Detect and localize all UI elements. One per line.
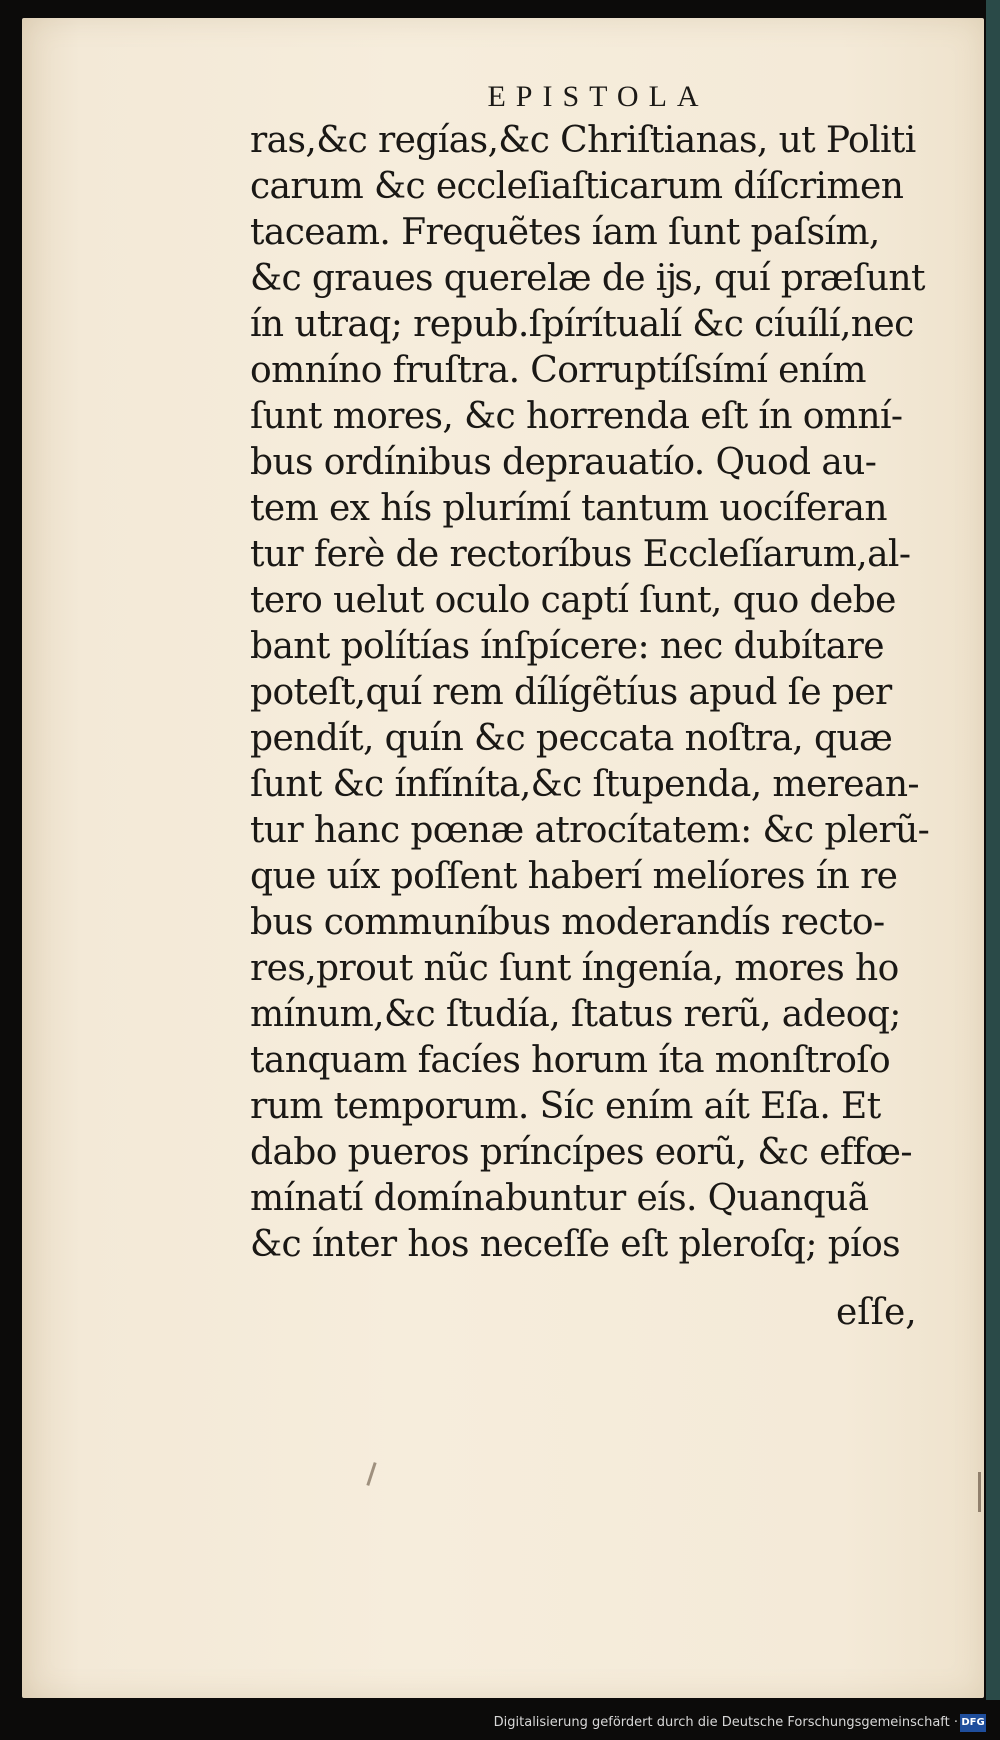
text-line: tero uelut oculo captí ſunt, quo debe [250,580,896,621]
text-line: dabo pueros príncípes eorũ, &c effœ- [250,1132,912,1173]
text-line: que uíx poſſent haberí melíores ín re [250,856,898,897]
book-edge [986,0,1000,1740]
dfg-logo-icon: DFG [960,1714,986,1732]
text-line: carum &c eccleſiaſticarum díſcrimen [250,166,904,207]
text-line: mínatí domínabuntur eís. Quanquã [250,1178,869,1219]
text-line: tanquam facíes horum íta monſtroſo [250,1040,891,1081]
text-line: tem ex hís plurímí tantum uocíferan [250,488,887,529]
text-line: tur ferè de rectoríbus Eccleſíarum,al- [250,534,911,575]
text-line: ſunt &c ínfíníta,&c ſtupenda, merean- [250,764,919,805]
text-line: bus communíbus moderandís recto- [250,902,885,943]
text-line: taceam. Frequẽtes íam ſunt paſsím, [250,212,880,253]
running-head: EPISTOLA [487,80,709,113]
catchword: eſſe, [836,1292,917,1333]
text-line: &c ínter hos neceſſe eſt pleroſq; píos [250,1224,901,1265]
text-line: res,prout nũc ſunt íngenía, mores ho [250,948,899,989]
text-line: rum temporum. Síc ením aít Eſa. Et [250,1086,881,1127]
text-line: bant polítías ínſpícere: nec dubítare [250,626,884,667]
text-line: ín utraq; repub.ſpírítualí &c cíuílí,nec [250,304,914,345]
text-line: pendít, quín &c peccata noſtra, quæ [250,718,893,759]
text-line: bus ordínibus deprauatío. Quod au- [250,442,877,483]
body-text [250,118,930,1268]
text-line: poteſt,quí rem dílígẽtíus apud ſe per [250,672,892,713]
digitization-credit: Digitalisierung gefördert durch die Deutsche Forschungsgemeinschaft · [493,1715,958,1730]
text-line: mínum,&c ſtudía, ſtatus rerũ, adeoq; [250,994,901,1035]
text-line: ſunt mores, &c horrenda eſt ín omní- [250,396,903,437]
text-line: tur hanc pœnæ atrocítatem: &c plerũ- [250,810,930,851]
paper-blemish [978,1472,981,1512]
footer-bar [0,1700,1000,1740]
text-line: &c graues querelæ de ĳs, quí præſunt [250,258,925,299]
text-line: omníno fruſtra. Corruptíſsímí ením [250,350,866,391]
text-line: ras,&c regías,&c Chriſtianas, ut Politi [250,120,916,161]
